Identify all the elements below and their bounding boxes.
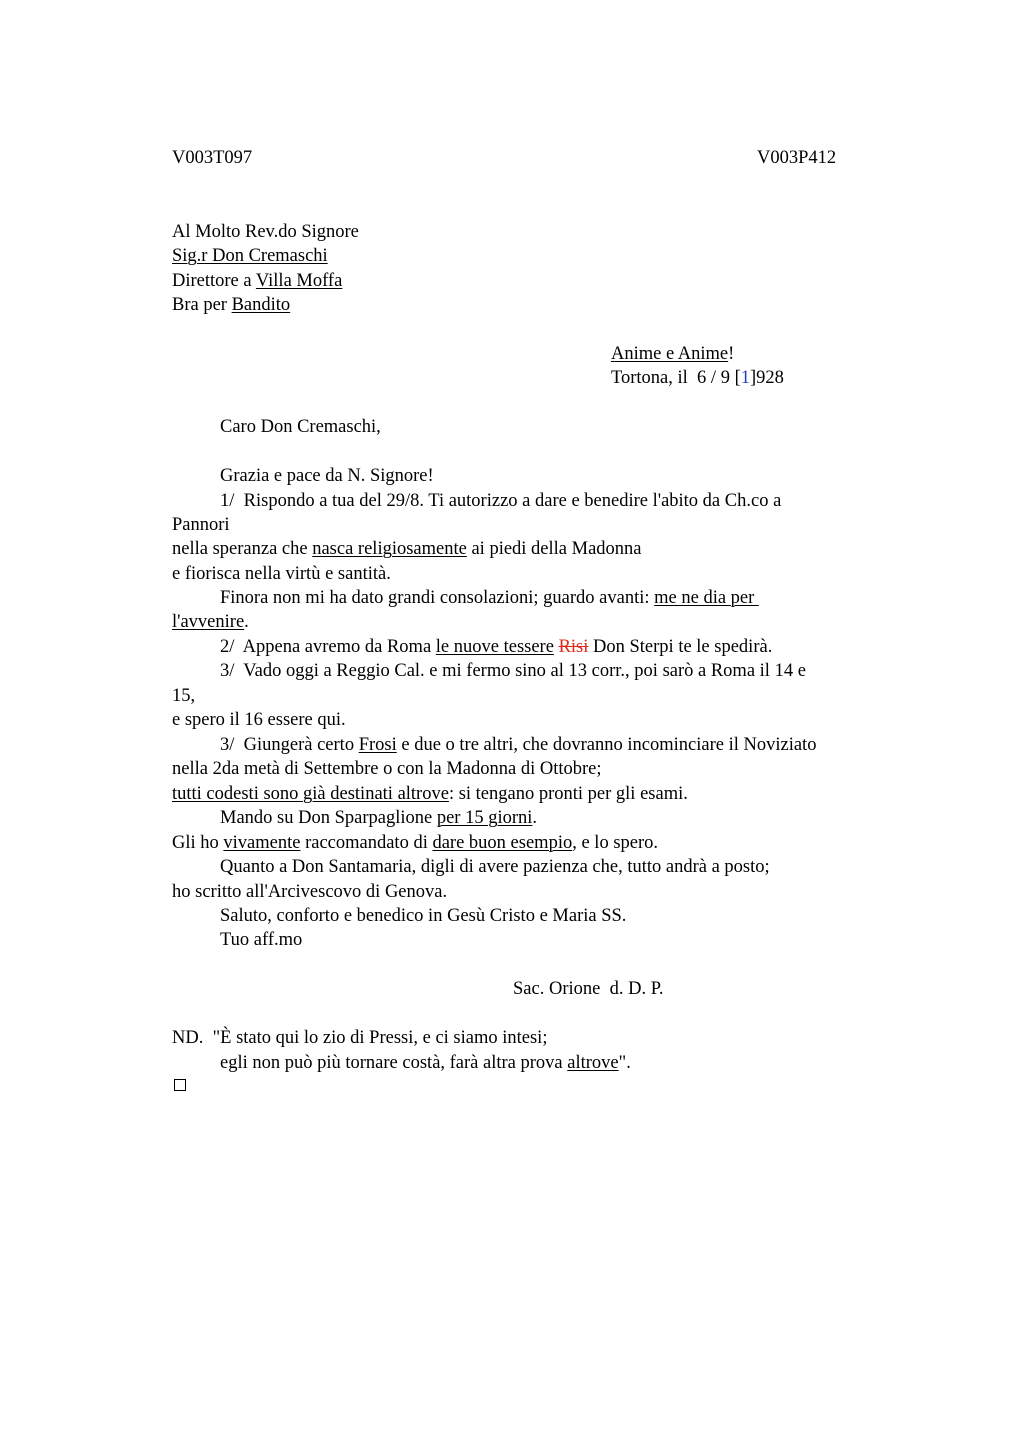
postscript-line-1: ND. "È stato qui lo zio di Pressi, e ci siamo intesi; <box>172 1028 548 1048</box>
closing: Tuo aff.mo <box>220 930 303 950</box>
paragraph-2-line-1 <box>220 586 759 610</box>
paragraph-1-line-3 <box>172 537 642 561</box>
document-code-left: V003T097 <box>172 148 253 168</box>
text-segment: ". <box>618 1053 631 1073</box>
motto: Anime e Anime <box>611 344 729 364</box>
paragraph-3 <box>220 635 772 659</box>
text-segment: Don Sterpi te le spedirà. <box>588 637 773 657</box>
text-segment: . <box>244 612 249 632</box>
paragraph-1-line-1: 1/ Rispondo a tua del 29/8. Ti autorizzo a dare e benedire l'abito da Ch.co a <box>220 491 782 511</box>
text-segment: Finora non mi ha dato grandi consolazioni; guardo avanti: <box>220 588 655 608</box>
address-line-1: Al Molto Rev.do Signore <box>172 222 359 242</box>
paragraph-4-line-2: 15, <box>172 686 196 706</box>
postscript-line-2 <box>220 1051 631 1075</box>
underlined-name: Frosi <box>358 735 397 755</box>
motto-line <box>611 342 734 366</box>
place-date: Tortona, il 6 / 9 [ <box>611 368 741 388</box>
struck-through-word: Risi <box>558 637 589 657</box>
paragraph-5-line-3 <box>172 782 688 806</box>
year-insert: 1 <box>740 368 750 388</box>
signature: Sac. Orione d. D. P. <box>513 979 664 999</box>
paragraph-6-line-2 <box>172 831 658 855</box>
document-code-right: V003P412 <box>757 148 837 168</box>
text-segment: egli non può più tornare costà, farà altra prova <box>220 1053 568 1073</box>
address-locality: Bandito <box>231 295 291 315</box>
text-segment: Mando su Don Sparpaglione <box>220 808 437 828</box>
paragraph-2-line-2 <box>172 610 249 634</box>
paragraph-4-line-3: e spero il 16 essere qui. <box>172 710 346 730</box>
text-segment: raccomandato di <box>300 833 433 853</box>
underlined-phrase: per 15 giorni <box>436 808 533 828</box>
place-date-line <box>611 366 784 390</box>
paragraph-8: Saluto, conforto e benedico in Gesù Cristo e Maria SS. <box>220 906 627 926</box>
text-segment: ai piedi della Madonna <box>466 539 642 559</box>
paragraph-5-line-1 <box>220 733 816 757</box>
paragraph-4-line-1: 3/ Vado oggi a Reggio Cal. e mi fermo sino al 13 corr., poi sarò a Roma il 14 e <box>220 661 806 681</box>
text-segment: : si tengano pronti per gli esami. <box>448 784 688 804</box>
address-line-2 <box>172 244 328 268</box>
address-place: Villa Moffa <box>255 271 343 291</box>
address-line-4 <box>172 293 290 317</box>
underlined-word: altrove <box>567 1053 619 1073</box>
paragraph-7-line-2: ho scritto all'Arcivescovo di Genova. <box>172 882 448 902</box>
underlined-phrase: nasca religiosamente <box>312 539 467 559</box>
underlined-phrase: me ne dia per <box>654 588 759 608</box>
underlined-phrase: dare buon esempio <box>432 833 573 853</box>
motto-suffix: ! <box>728 344 735 364</box>
text-segment: . <box>532 808 538 828</box>
text-segment: Gli ho <box>172 833 224 853</box>
text-segment: 3/ Giungerà certo <box>220 735 359 755</box>
underlined-phrase: tutti codesti sono già destinati altrove <box>172 784 449 804</box>
text-segment: nella speranza che <box>172 539 313 559</box>
greeting: Grazia e pace da N. Signore! <box>220 466 434 486</box>
paragraph-7-line-1: Quanto a Don Santamaria, digli di avere pazienza che, tutto andrà a posto; <box>220 857 770 877</box>
paragraph-6-line-1 <box>220 806 537 830</box>
checkbox-empty-icon <box>174 1079 186 1091</box>
recipient-name: Sig.r Don Cremaschi <box>172 246 328 266</box>
address-line-3 <box>172 269 342 293</box>
paragraph-1-line-4: e fiorisca nella virtù e santità. <box>172 564 391 584</box>
paragraph-1-line-2: Pannori <box>172 515 230 535</box>
address-line-4-prefix: Bra per <box>172 295 232 315</box>
year-rest: ]928 <box>749 368 784 388</box>
paragraph-5-line-2: nella 2da metà di Settembre o con la Madonna di Ottobre; <box>172 759 602 779</box>
underlined-word: vivamente <box>223 833 301 853</box>
text-segment: e due o tre altri, che dovranno incominciare il Noviziato <box>396 735 817 755</box>
text-segment: 2/ Appena avremo da Roma <box>220 637 436 657</box>
salutation: Caro Don Cremaschi, <box>220 417 381 437</box>
text-segment: , e lo spero. <box>572 833 659 853</box>
underlined-phrase: le nuove tessere <box>435 637 554 657</box>
address-line-3-prefix: Direttore a <box>172 271 256 291</box>
underlined-phrase: l'avvenire <box>172 612 245 632</box>
